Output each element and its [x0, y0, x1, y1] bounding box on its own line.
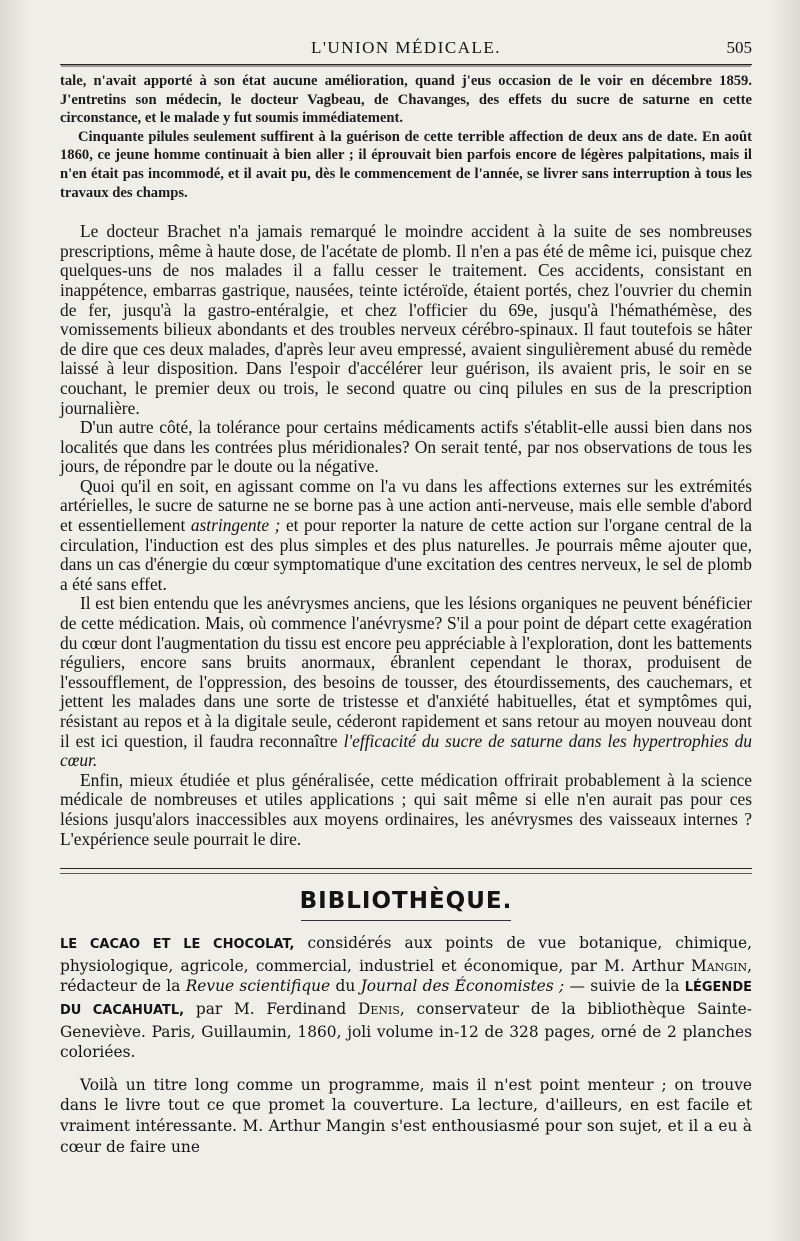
- book-entry: [60, 933, 752, 1063]
- heading-underline: [301, 920, 511, 921]
- paragraph-anevrysmes: [60, 594, 752, 770]
- running-header: [60, 38, 752, 65]
- section-heading-bibliotheque: BIBLIOTHÈQUE.: [299, 888, 513, 915]
- paragraph-brachet: Le docteur Brachet n'a jamais remarqué le moindre accident à la suite de ses nombreuses prescriptions, même à haute dose, de l'acétate de plomb. Il n'en a pas été de même ici, puisque chez quelques-uns de nos malades il a fallu cesser le traitement. Ces accidents, consistant en inappétence, embarras gastrique, nausées, teinte ictéroïde, étaient portés, chez l'ouvrier du chemin de fer, jusqu'à la gastro-entéralgie, et chez l'officier du 69e, jusqu'à l'hémathémèse, des vomissements bilieux abondants et des troubles nerveux cérébro-spinaux. Il faut toutefois se hâter de dire que ces deux malades, d'après leur aveu empressé, avaient singulièrement abusé du remède laissé à leur disposition. Dans l'espoir d'accélérer leur guérison, ils avaient pris, le soir en se couchant, le premier deux ou trois, le second quatre ou cinq pilules en sus de la prescription journalière.: [60, 221, 752, 418]
- text-span: — suivie de la: [564, 977, 685, 996]
- section-divider: [60, 868, 752, 874]
- text-span: du: [330, 977, 361, 996]
- case-report-continuation: [60, 72, 752, 202]
- paragraph-astringent: [60, 477, 752, 595]
- small-paragraph-1: tale, n'avait apporté à son état aucune amélioration, quand j'eus occasion de le voir en décembre 1859. J'entretins son médecin, le docteur Vagbeau, de Chavanges, des effets du sucre de saturne en cette circonstance, et le malade y fut soumis immédiatement.: [60, 73, 752, 127]
- review-paragraph: Voilà un titre long comme un programme, mais il n'est point menteur ; on trouve dans le livre tout ce que promet la couverture. La lecture, d'ailleurs, en est facile et vraiment intéressante. M. Arthur Mangin s'est enthousiasmé pour son sujet, et il a eu à cœur de faire une: [60, 1075, 752, 1156]
- book-review: [60, 1075, 752, 1157]
- text-span: Il est bien entendu que les anévrysmes anciens, que les lésions organiques ne peuvent bénéficier de cette médication. Mais, où commence l'anévrysme? S'il a pour point de départ cette exagération du cœur dont l'augmentation du tissu est encore peu appréciable à l'exploration, dont les battements réguliers, encore sans bruits anormaux, ébranlent cependant le thorax, produisent de l'essoufflement, de l'oppression, des besoins de tousser, des étourdissements, des cauchemars, et jettent les malades dans une sorte de tristesse et d'anxiété habituelles, état et symptômes qui, résistant au repos et à la digitale seule, céderont rapidement et sans retour au moyen nouveau dont il est ici question, il faudra reconnaître: [60, 593, 752, 751]
- text-span: Quoi qu'il en soit, en agissant comme on l'a vu dans les affections externes sur les extrémités artérielles, le sucre de saturne ne se borne pas à une action anti-nerveuse, mais elle semble d'abord et essentiellement: [60, 475, 752, 536]
- text-span: , rédacteur de la: [60, 956, 752, 996]
- emphasis-astringente: astringente ;: [190, 515, 281, 536]
- revue-title: Revue scientifique: [185, 977, 331, 996]
- text-span: par M. Ferdinand: [184, 999, 359, 1018]
- main-text: [60, 222, 752, 849]
- text-span: et pour reporter la nature de cette action sur l'organe central de la circulation, l'induction est des plus simples et des plus naturelles. Je pourrais même ajouter que, dans un cas d'énergie du cœur symptomatique d'une excitation des centres nerveux, le sel de plomb a été sans effet.: [60, 515, 753, 594]
- text-span: considérés aux points de vue botanique, chimique, physiologique, agricole, commercial, industriel et économique, par M. Arthur: [60, 934, 752, 975]
- paragraph-tolerance: D'un autre côté, la tolérance pour certains médicaments actifs s'établit-elle aussi bien dans nos localités que dans les contrées plus méridionales? On serait tenté, par nos observations de tous les jours, de répondre par le doute ou la négative.: [60, 417, 752, 477]
- text-span: , conservateur de la bibliothèque Sainte-Geneviève. Paris, Guillaumin, 1860, joli volume in-12 de 328 pages, orné de 2 planches coloriées.: [60, 999, 752, 1062]
- book-title: LE CACAO ET LE CHOCOLAT,: [60, 937, 295, 953]
- journal-title: L'UNION MÉDICALE.: [310, 38, 502, 57]
- page-number: 505: [726, 38, 752, 57]
- small-paragraph-2: Cinquante pilules seulement suffirent à la guérison de cette terrible affection de deux ans de date. En août 1860, ce jeune homme continuait à bien aller ; il éprouvait bien parfois encore de légères palpitations, mais il n'en était pas incommodé, et il avait pu, dès le commencement de l'année, se livrer sans interruption à tous les travaux des champs.: [60, 128, 752, 201]
- emphasis-efficacite: l'efficacité du sucre de saturne dans les hypertrophies du cœur.: [60, 730, 753, 771]
- denis-name: Denis: [358, 999, 400, 1018]
- paragraph-conclusion: Enfin, mieux étudiée et plus généralisée, cette médication offrirait probablement à la science médicale de nombreuses et utiles applications ; qui sait même si elle n'en aurait pas pour ces lésions jusqu'alors inaccessibles aux moyens ordinaires, les anévrysmes des vaisseaux internes ? L'expérience seule pourrait le dire.: [60, 769, 752, 849]
- legende-title: LÉGENDE DU CACAHUATL,: [60, 980, 752, 1018]
- book-citation: [60, 933, 752, 1063]
- author-name: Mangin: [691, 956, 748, 975]
- journal-name: Journal des Économistes ;: [360, 977, 565, 996]
